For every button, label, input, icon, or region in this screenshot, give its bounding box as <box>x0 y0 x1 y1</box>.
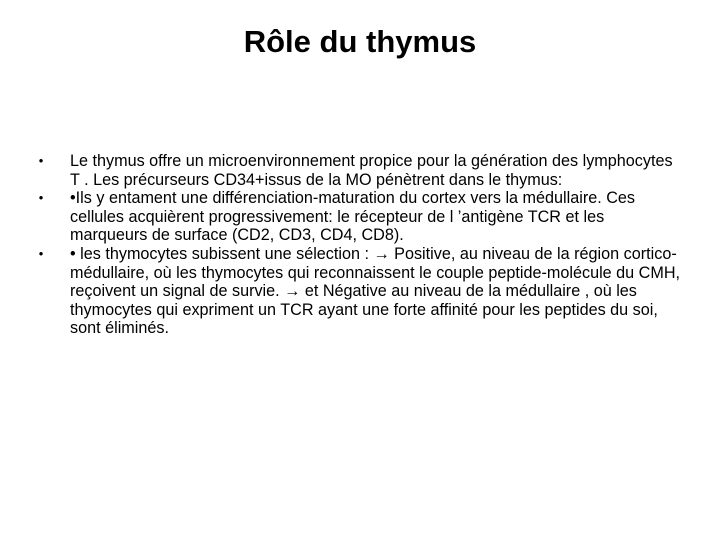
bullet-list <box>34 152 684 338</box>
bullet-item <box>34 245 684 338</box>
bullet-text: Le thymus offre un microenvironnement propice pour la génération des lymphocytes T . Les précurseurs CD34+issus de la MO pénètrent dans le thymus: <box>70 152 673 189</box>
bullet-text: • les thymocytes subissent une sélection : → Positive, au niveau de la région cortico-médullaire, où les thymocytes qui reconnaissent le couple peptide-molécule du CMH, reçoivent un signal de survie. → et Négative au niveau de la médullaire , où les thymocytes qui expriment un TCR ayant une forte affinité pour les peptides du soi, sont éliminés. <box>70 244 681 338</box>
bullet-item <box>34 189 684 245</box>
slide-title: Rôle du thymus <box>243 24 477 59</box>
bullet-item <box>34 152 684 189</box>
bullet-icon: • <box>38 190 44 206</box>
bullet-icon: • <box>38 153 44 168</box>
bullet-text: •Ils y entament une différenciation-maturation du cortex vers la médullaire. Ces cellules acquièrent progressivement: le récepteur de l ’antigène TCR et les marqueurs de surface (CD2, CD3, CD4, CD8). <box>70 189 636 245</box>
bullet-icon: • <box>38 245 44 261</box>
